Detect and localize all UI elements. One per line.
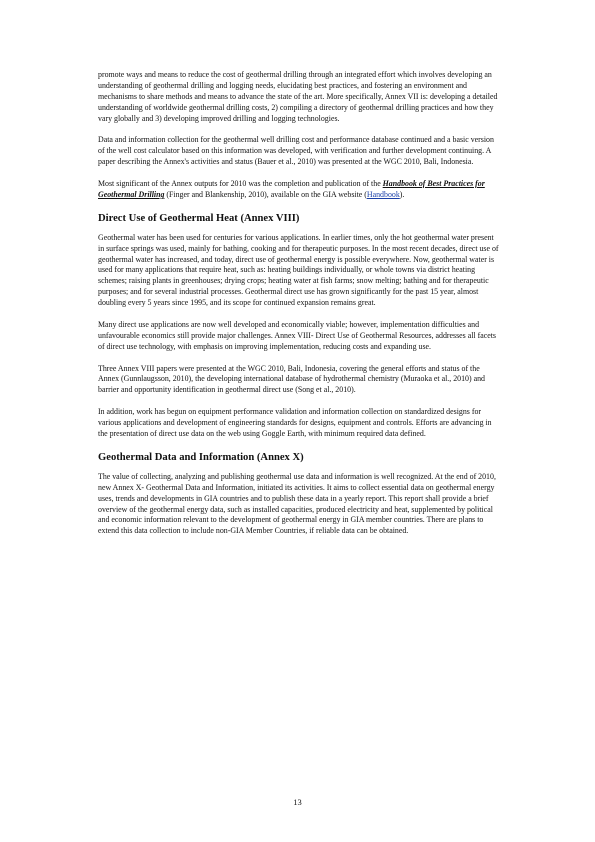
page-number: 13 [293,797,302,807]
handbook-title: Handbook of Best Practices for Geothermal Drilling [98,179,485,199]
direct-use-heading: Direct Use of Geothermal Heat (Annex VIII) [98,212,300,224]
document-body [98,70,500,548]
direct-use-paragraph-3: Three Annex VIII papers were presented at the WGC 2010, Bali, Indonesia, covering the general efforts and status of the Annex (Gunnlaugsson, 2010), the developing international database of hydrothermal chemistry (Muraoka et al., 2010) and barrier and opportunity identification in geothermal direct use (Song et al., 2010). [98,363,485,395]
handbook-link[interactable]: Handbook [366,189,400,199]
intro-paragraph-3 [98,179,500,201]
intro-paragraph-1: promote ways and means to reduce the cost of geothermal drilling through an integrated effort which involves developing an understanding of geothermal drilling and logging needs, elucidating best practices, and fostering an environment and mechanisms to share methods and means to advance the state of the art. More specifically, Annex VII is: developing a detailed understanding of worldwide geothermal drilling costs, 2) compiling a directory of geothermal drilling practices and how they vary globally and 3) developing improved drilling and logging technologies. [98,70,498,123]
direct-use-paragraph-1: Geothermal water has been used for centuries for various applications. In earlier times, only the hot geothermal water present in surface springs was used, mainly for bathing, cooking and for therapeutic purposes. In the most recent decades, direct use of geothermal water has increased, and today, direct use of geothermal energy is possible everywhere. Now, geothermal water is used for many applications that require heat, such as: heating buildings individually, or whole towns via district heating schemes; raising plants in greenhouses; drying crops; heating water at fish farms; snow melting; bathing and for therapeutic purposes; and for several industrial processes. Geothermal direct use has grown significantly for the past 15 year, almost doubling every 5 years since 1995, and its scope for continued expansion remains great. [98,232,499,308]
intro-p3-post: ). [399,189,405,199]
intro-paragraph-2: Data and information collection for the geothermal well drilling cost and performance database continued and a basic version of the well cost calculator based on this information was developed, with verification and further development continuing. A paper describing the Annex's activities and status (Bauer et al., 2010) was presented at the WGC 2010, Bali, Indonesia. [98,135,494,167]
intro-p3-text: Most significant of the Annex outputs for 2010 was the completion and publication of the [98,179,383,189]
data-info-paragraph-1: The value of collecting, analyzing and publishing geothermal use data and information is well recognized. At the end of 2010, new Annex X- Geothermal Data and Information, initiated its activities. It aims to collect essential data on geothermal energy uses, trends and developments in GIA countries and to publish these data in a yearly report. This report shall provide a brief overview of the geothermal energy data, such as installed capacities, produced electricity and heat, supplemented by political and economic information relevant to the development of geothermal energy in GIA member countries. There are plans to extend this data collection to include non-GIA Member Countries, if reliable data can be obtained. [98,471,496,536]
intro-p3-mid: (Finger and Blankenship, 2010), available on the GIA website ( [164,189,367,199]
direct-use-paragraph-4: In addition, work has begun on equipment performance validation and information collection on standardized designs for various applications and development of engineering standards for designs, equipment and controls. Efforts are advancing in the presentation of direct use data on the web using Goggle Earth, with minimum required data defined. [98,407,492,438]
direct-use-paragraph-2: Many direct use applications are now well developed and economically viable; however, implementation difficulties and unfavourable economics still provide major challenges. Annex VIII- Direct Use of Geothermal Resources, addresses all facets of direct use technology, with emphasis on improving implementation, reducing costs and expanding use. [98,319,496,351]
data-info-heading: Geothermal Data and Information (Annex X) [98,451,304,463]
